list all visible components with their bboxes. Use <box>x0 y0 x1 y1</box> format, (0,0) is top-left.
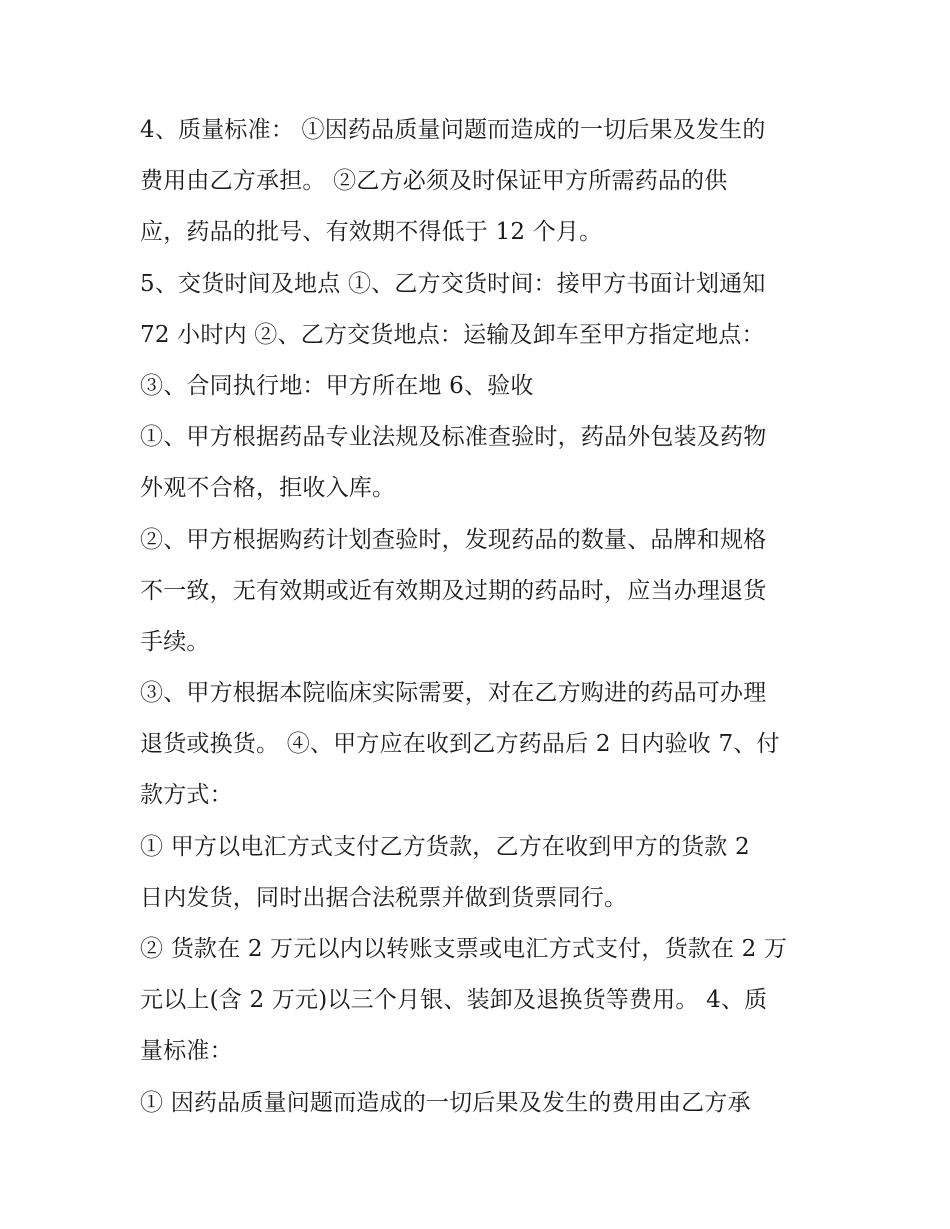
text-line: ②、甲方根据购药计划查验时，发现药品的数量、品牌和规格 <box>140 526 767 553</box>
text-line: 4、质量标准： ①因药品质量问题而造成的一切后果及发生的 <box>140 117 766 143</box>
text-line: 日内发货，同时出据合法税票并做到货票同行。 <box>140 884 628 911</box>
text-line: 应，药品的批号、有效期不得低于 12 个月。 <box>140 219 603 246</box>
text-line: ③、合同执行地：甲方所在地 6、验收 <box>140 372 534 399</box>
text-line: ③、甲方根据本院临床实际需要，对在乙方购进的药品可办理 <box>140 680 767 707</box>
text-line: 手续。 <box>140 628 210 655</box>
text-line: 量标准： <box>140 1038 233 1065</box>
text-line: 退货或换货。 ④、甲方应在收到乙方药品后 2 日内验收 7、付 <box>140 731 780 758</box>
text-line: 款方式： <box>140 782 233 809</box>
text-line: ① 甲方以电汇方式支付乙方货款，乙方在收到甲方的货款 2 <box>140 833 750 860</box>
text-line: ①、甲方根据药品专业法规及标准查验时，药品外包装及药物 <box>140 424 767 451</box>
text-line: 元以上(含 2 万元)以三个月银、装卸及退换货等费用。 4、质 <box>140 987 768 1014</box>
text-line: ② 货款在 2 万元以内以转账支票或电汇方式支付，货款在 2 万 <box>140 936 788 962</box>
text-line: 不一致，无有效期或近有效期及过期的药品时，应当办理退货 <box>140 577 767 604</box>
text-line: 外观不合格，拒收入库。 <box>140 475 396 502</box>
document-body <box>140 105 840 1129</box>
text-line: ① 因药品质量问题而造成的一切后果及发生的费用由乙方承 <box>140 1089 751 1116</box>
text-line: 72 小时内 ②、乙方交货地点：运输及卸车至甲方指定地点： <box>140 321 765 348</box>
text-line: 5、交货时间及地点 ①、乙方交货时间：接甲方书面计划通知 <box>140 270 766 297</box>
text-line: 费用由乙方承担。 ②乙方必须及时保证甲方所需药品的供 <box>140 168 728 195</box>
